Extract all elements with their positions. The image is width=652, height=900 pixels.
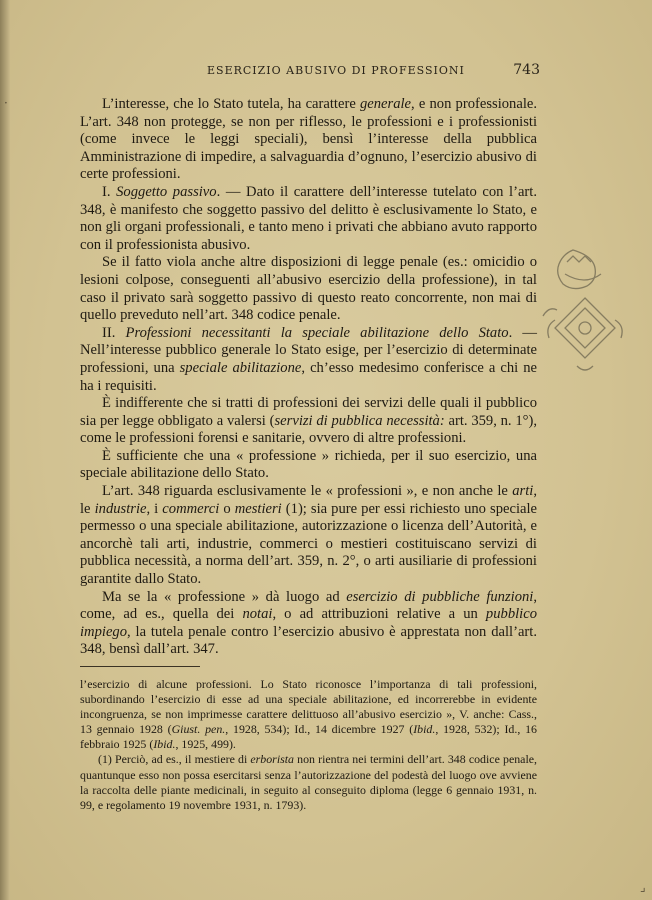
text-run: , ch’esso medesimo conferisce a chi ne ha i requisiti. bbox=[80, 359, 537, 394]
paragraph bbox=[80, 589, 537, 659]
text-run: l’esercizio di alcune professioni. Lo Stato riconosce l’importanza di tali professioni, subordinando l’esercizio di esse ad una speciale abilitazione, ed incorrerebbe in evidente incongruenza, se non imprimesse carattere delittuoso all’abusivo esercizio », V. anche: Cass., 13 gennaio 1928 ( bbox=[80, 677, 537, 737]
text-run: . — Dato il carattere dell’interesse tutelato con l’art. 348, è manifesto che soggetto passivo del delitto è esclusivamente lo Stato, e non gli organi professionali, e tanto meno i privati che abbiano avuto rapporto con il professionista abusivo. bbox=[80, 183, 537, 253]
paragraph bbox=[80, 483, 537, 589]
paragraph bbox=[80, 96, 537, 184]
text-run: , 1925, 499). bbox=[175, 737, 236, 752]
italic-text: arti bbox=[512, 483, 534, 500]
text-run: . — Nell’interesse pubblico generale lo Stato esige, per l’esercizio di determinate professioni, una bbox=[80, 324, 537, 376]
paragraph bbox=[80, 184, 537, 254]
italic-text: esercizio di pubbliche funzioni bbox=[346, 588, 534, 605]
paragraph bbox=[80, 448, 537, 483]
text-run: È indifferente che si tratti di professioni dei servizi delle quali il pubblico sia per legge obbligato a valersi ( bbox=[80, 395, 537, 429]
italic-text: pubblico impiego bbox=[80, 606, 537, 640]
footnote-rule bbox=[80, 666, 200, 667]
paragraph bbox=[80, 325, 537, 395]
text-run: Ma se la « professione » dà luogo ad bbox=[102, 588, 347, 605]
italic-text: speciale abilitazione bbox=[179, 359, 302, 376]
italic-text: Soggetto passivo bbox=[116, 183, 217, 200]
italic-text: servizi di pubblica necessità: bbox=[274, 412, 445, 429]
text-run: II. bbox=[102, 324, 126, 341]
text-run: , le bbox=[80, 483, 537, 517]
italic-text: notai bbox=[242, 606, 273, 623]
footnotes bbox=[80, 677, 537, 813]
page-number: 743 bbox=[513, 62, 540, 78]
italic-text: Giust. pen. bbox=[171, 722, 226, 737]
italic-text: mestieri bbox=[234, 500, 282, 517]
paragraph bbox=[80, 395, 537, 448]
paragraph bbox=[80, 254, 537, 324]
text-run: , i bbox=[146, 500, 163, 517]
footnote-paragraph bbox=[80, 752, 537, 812]
text-run: L’art. 348 riguarda esclusivamente le « professioni », e non anche le bbox=[102, 483, 513, 500]
text-run: I. bbox=[102, 183, 117, 200]
footnote-paragraph bbox=[80, 677, 537, 752]
library-stamp-icon bbox=[535, 240, 635, 390]
main-text bbox=[80, 96, 537, 659]
text-run: , 1928, 534); Id., 14 dicembre 1927 ( bbox=[225, 722, 414, 737]
text-run: Se il fatto viola anche altre disposizioni di legge penale (es.: omicidio o lesioni colpose, conseguenti all’abusivo esercizio della professione), in tal caso il privato sarà soggetto passivo di questo reato concorrente, non mai di quello preveduto nell’art. 348 codice penale. bbox=[80, 254, 537, 324]
margin-mark: · bbox=[4, 96, 8, 110]
text-run: (1); sia pure per essi richiesto uno speciale permesso o una speciale abilitazione, autorizzazione o licenza dell’Autorità, e ancorchè tali arti, industrie, commerci o mestieri costituiscano servizi di pubblica necessità, a norma dell’art. 359, n. 2°, o arti ausiliarie di professioni garantite dallo Stato. bbox=[80, 500, 538, 588]
italic-text: generale bbox=[359, 96, 412, 112]
text-run: È sufficiente che una « professione » richieda, per il suo esercizio, una speciale abilitazione dello Stato. bbox=[80, 447, 537, 482]
text-run: non rientra nei termini dell’art. 348 codice penale, quantunque esso non possa esercitarsi senza l’autorizzazione del podestà del luogo ove avviene la raccolta delle piante medicinali, in seguito al conseguito diploma (legge 6 gennaio 1931, n. 99, e regolamento 19 novembre 1931, n. 1793). bbox=[80, 752, 537, 812]
text-run: , e non professionale. L’art. 348 non protegge, se non per riflesso, le professioni e i professionisti (come invece le leggi speciali), bensì l’interesse della pubblica Amministrazione di impedire, a salvaguardia d’ognuno, l’esercizio abusivo di certe professioni. bbox=[80, 96, 538, 183]
text-run: L’interesse, che lo Stato tutela, ha carattere bbox=[102, 96, 360, 112]
italic-text: Professioni necessitanti la speciale abilitazione dello Stato bbox=[125, 324, 509, 341]
text-run: art. 359, n. 1°), come le professioni forensi e sanitarie, ovvero di altre professioni. bbox=[80, 412, 538, 447]
italic-text: industrie bbox=[94, 500, 147, 517]
italic-text: Ibid. bbox=[413, 722, 436, 737]
text-run: , o ad attribuzioni relative a un bbox=[272, 606, 486, 623]
text-run: , 1928, 532); Id., 16 febbraio 1925 ( bbox=[80, 722, 537, 752]
corner-mark: ⌟ bbox=[640, 880, 646, 894]
text-run: (1) Perciò, ad es., il mestiere di bbox=[98, 752, 251, 767]
text-run: , la tutela penale contro l’esercizio abusivo è apprestata non dall’art. 348, bensì dall’art. 347. bbox=[80, 623, 537, 658]
italic-text: Ibid. bbox=[153, 737, 176, 752]
italic-text: erborista bbox=[250, 752, 294, 767]
text-run: , come, ad es., quella dei bbox=[80, 588, 538, 623]
running-title: ESERCIZIO ABUSIVO DI PROFESSIONI bbox=[207, 64, 465, 77]
italic-text: commerci bbox=[162, 500, 220, 517]
text-run: o bbox=[219, 500, 235, 517]
page-edge bbox=[0, 0, 10, 900]
